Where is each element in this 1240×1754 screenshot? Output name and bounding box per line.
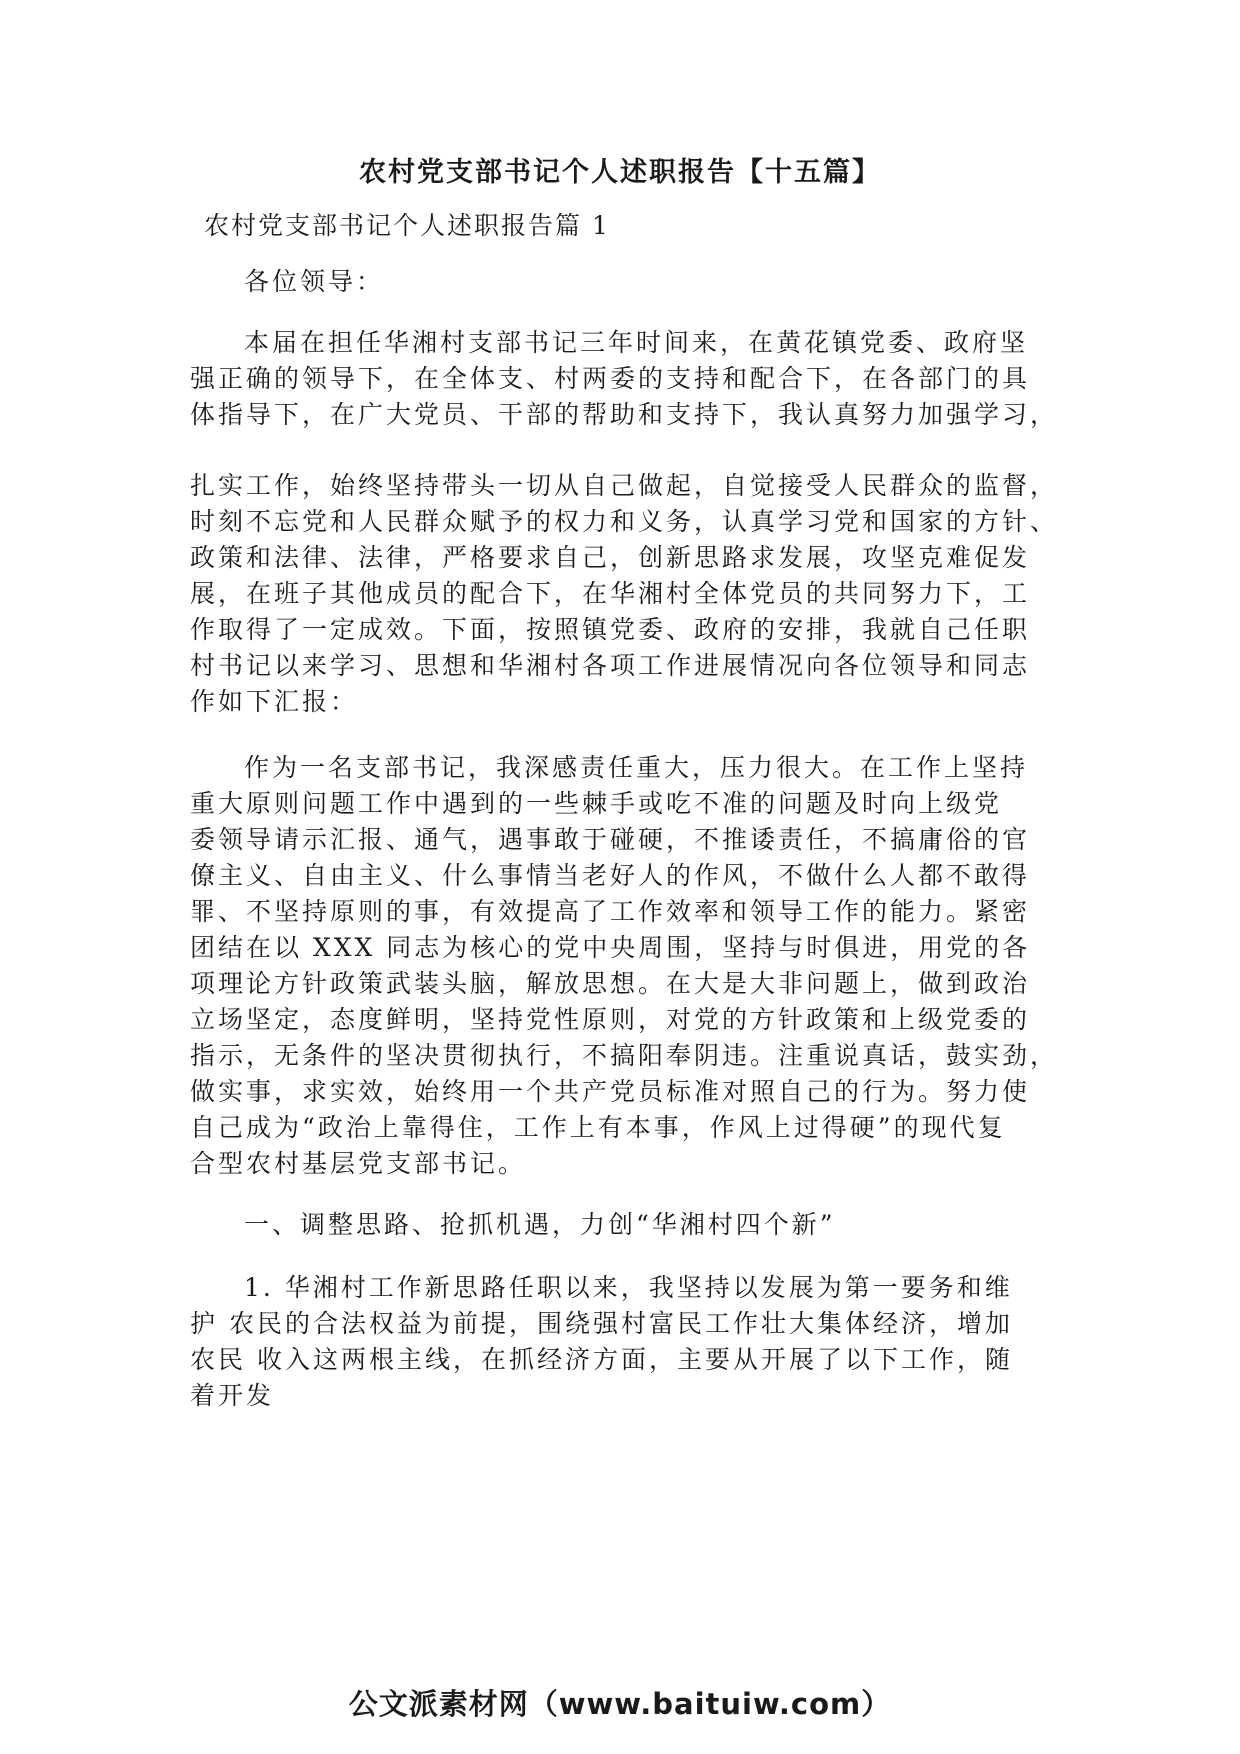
paragraph-line: 村书记以来学习、思想和华湘村各项工作进展情况向各位领导和同志 — [190, 651, 1031, 680]
paragraph-line: 本届在担任华湘村支部书记三年时间来，在黄花镇党委、政府坚 — [244, 328, 1029, 357]
paragraph-line: 扎实工作，始终坚持带头一切从自己做起，自觉接受人民群众的监督， — [190, 471, 1059, 500]
paragraph-line: 着开发 — [190, 1381, 275, 1410]
salutation: 各位领导： — [244, 267, 385, 296]
paragraph-line: 团结在以 XXX 同志为核心的党中央周围，坚持与时俱进，用党的各 — [190, 933, 1031, 962]
paragraph-line: 指示，无条件的坚决贯彻执行，不搞阳奉阴违。注重说真话，鼓实劲， — [190, 1041, 1059, 1070]
paragraph-line: 合型农村基层党支部书记。 — [190, 1149, 527, 1178]
document-subtitle: 农村党支部书记个人述职报告篇 1 — [204, 211, 610, 240]
paragraph-line: 项理论方针政策武装头脑，解放思想。在大是大非问题上，做到政治 — [190, 969, 1031, 998]
paragraph-line: 政策和法律、法律，严格要求自己，创新思路求发展，攻坚克难促发 — [190, 543, 1031, 572]
paragraph-line: 体指导下，在广大党员、干部的帮助和支持下，我认真努力加强学习， — [190, 400, 1059, 429]
paragraph-line: 立场坚定，态度鲜明，坚持党性原则，对党的方针政策和上级党委的 — [190, 1005, 1031, 1034]
footer-source: 公文派素材网（www.baituiw.com） — [348, 1687, 892, 1721]
paragraph-line: 强正确的领导下，在全体支、村两委的支持和配合下，在各部门的具 — [190, 364, 1031, 393]
paragraph-line: 自己成为“政治上靠得住，工作上有本事，作风上过得硬”的现代复 — [190, 1113, 1006, 1142]
paragraph-line: 委领导请示汇报、通气，遇事敢于碰硬，不推诿责任，不搞庸俗的官 — [190, 825, 1031, 854]
section-heading: 一、调整思路、抢抓机遇，力创“华湘村四个新” — [244, 1210, 836, 1239]
paragraph-line: 作如下汇报： — [190, 687, 359, 716]
paragraph-line: 时刻不忘党和人民群众赋予的权力和义务，认真学习党和国家的方针、 — [190, 507, 1059, 536]
paragraph-line: 展，在班子其他成员的配合下，在华湘村全体党员的共同努力下，工 — [190, 579, 1031, 608]
paragraph-line: 僚主义、自由主义、什么事情当老好人的作风，不做什么人都不敢得 — [190, 861, 1031, 890]
paragraph-line: 护 农民的合法权益为前提，围绕强村富民工作壮大集体经济，增加 — [190, 1309, 1013, 1338]
paragraph-line: 罪、不坚持原则的事，有效提高了工作效率和领导工作的能力。紧密 — [190, 897, 1031, 926]
paragraph-line: 作取得了一定成效。下面，按照镇党委、政府的安排，我就自己任职 — [190, 615, 1031, 644]
paragraph-line: 做实事，求实效，始终用一个共产党员标准对照自己的行为。努力使 — [190, 1077, 1031, 1106]
document-title: 农村党支部书记个人述职报告【十五篇】 — [359, 157, 881, 188]
paragraph-line: 农民 收入这两根主线，在抓经济方面，主要从开展了以下工作，随 — [190, 1345, 1013, 1374]
paragraph-line: 1. 华湘村工作新思路任职以来，我坚持以发展为第一要务和维 — [244, 1273, 1013, 1302]
paragraph-line: 作为一名支部书记，我深感责任重大，压力很大。在工作上坚持 — [244, 753, 1029, 782]
paragraph-line: 重大原则问题工作中遇到的一些棘手或吃不准的问题及时向上级党 — [190, 789, 1003, 818]
